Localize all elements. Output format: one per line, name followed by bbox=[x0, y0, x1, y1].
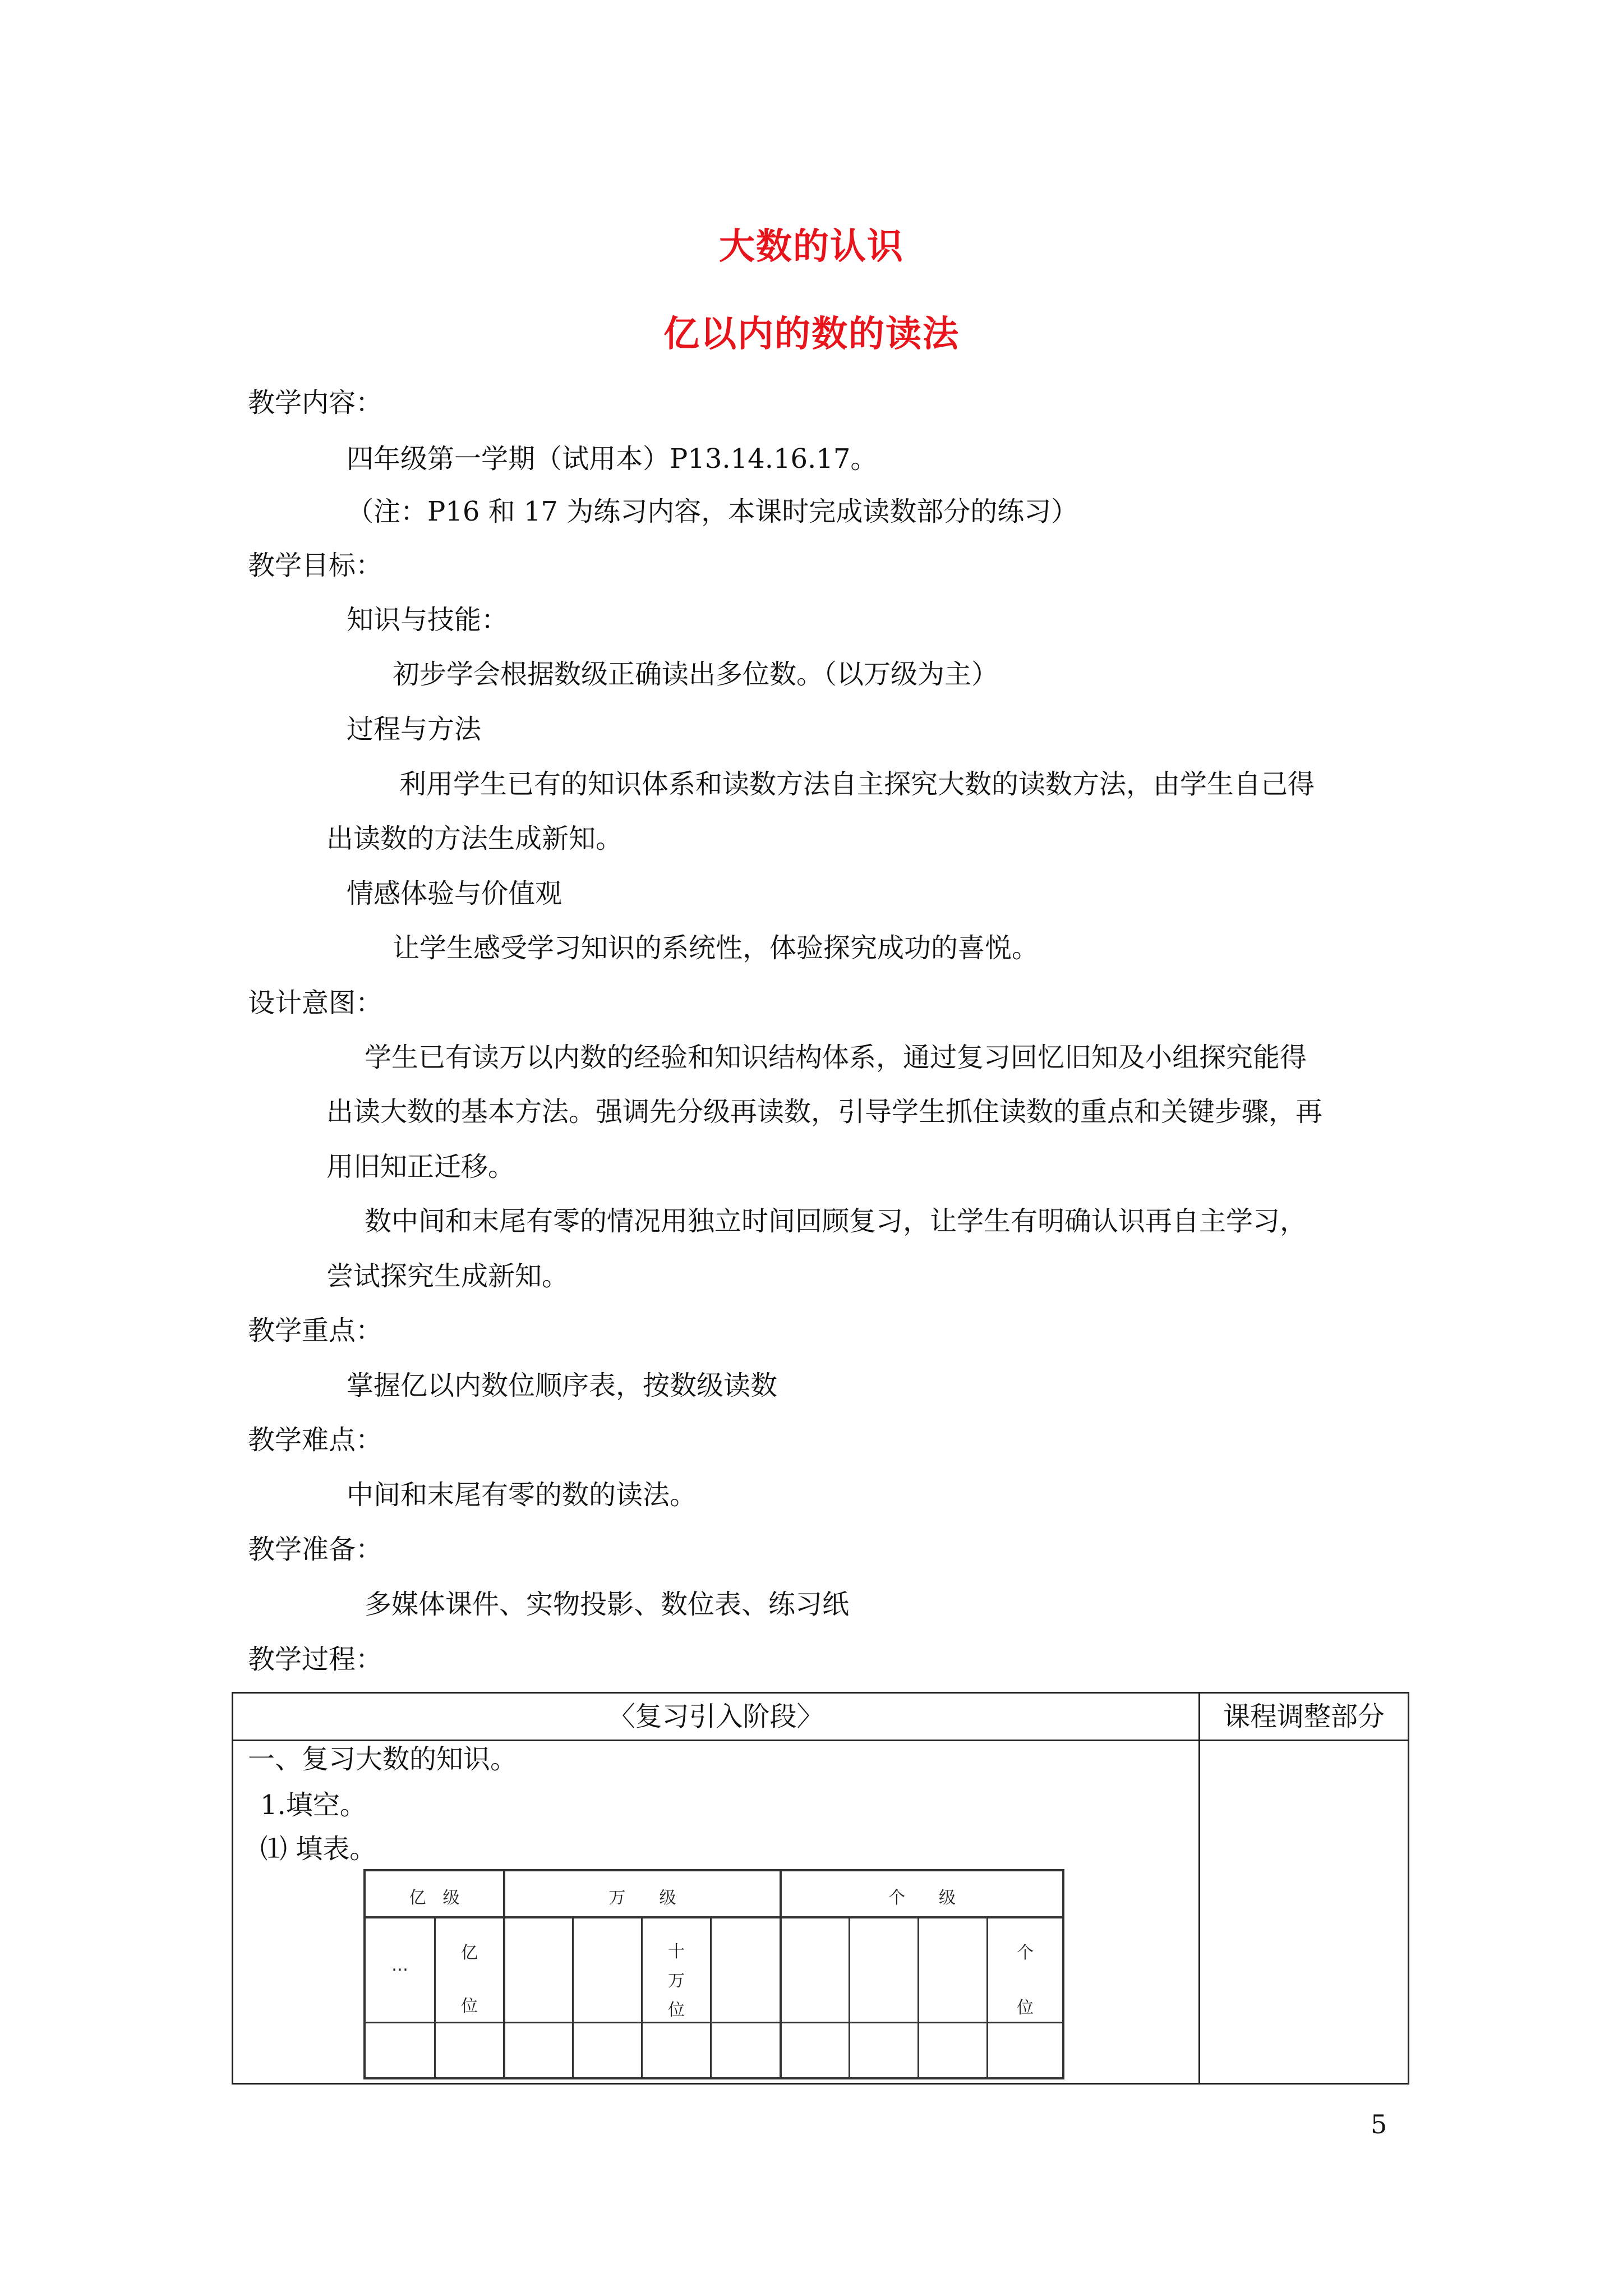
sub-title: 亿以内的数的读法 bbox=[663, 314, 960, 355]
review-heading: 一、复习大数的知识。 bbox=[248, 1743, 518, 1775]
pv-ellipsis: … bbox=[391, 1955, 408, 1975]
place-value-table bbox=[363, 1869, 1064, 2079]
content-note: （注：P16 和 17 为练习内容，本课时完成读数部分的练习） bbox=[347, 496, 1078, 527]
process-text-2: 出读数的方法生成新知。 bbox=[326, 823, 623, 854]
subheading-knowledge: 知识与技能： bbox=[347, 604, 509, 636]
pv-col-line bbox=[849, 1916, 850, 2079]
design-text-2: 出读大数的基本方法。强调先分级再读数，引导学生抓住读数的重点和关键步骤，再 bbox=[326, 1096, 1323, 1128]
heading-content: 教学内容： bbox=[248, 387, 383, 418]
preparation-text: 多媒体课件、实物投影、数位表、练习纸 bbox=[365, 1589, 850, 1620]
difficulty-text: 中间和末尾有零的数的读法。 bbox=[347, 1479, 697, 1511]
table-column-divider bbox=[1198, 1694, 1200, 2083]
design-text-1: 学生已有读万以内数的经验和知识结构体系，通过复习回忆旧知及小组探究能得 bbox=[365, 1042, 1307, 1073]
pv-wei-char: 位 bbox=[1017, 1998, 1034, 2018]
subheading-emotion: 情感体验与价值观 bbox=[347, 878, 562, 909]
pv-yi-char: 亿 bbox=[461, 1943, 478, 1963]
pv-shi-char: 十 bbox=[668, 1942, 685, 1962]
pv-group-line bbox=[366, 1916, 1062, 1918]
pv-wei-char: 位 bbox=[668, 2000, 685, 2020]
table-header-adjust: 课程调整部分 bbox=[1223, 1701, 1385, 1732]
heading-design: 设计意图： bbox=[248, 987, 383, 1019]
subheading-process: 过程与方法 bbox=[347, 714, 482, 745]
pv-group-ge: 个 级 bbox=[888, 1888, 956, 1908]
page-number: 5 bbox=[1371, 2109, 1387, 2139]
fill-table-label: ⑴ 填表。 bbox=[260, 1833, 377, 1865]
design-text-4: 数中间和末尾有零的情况用独立时间回顾复习，让学生有明确认识再自主学习， bbox=[365, 1205, 1307, 1237]
pv-ge-char: 个 bbox=[1017, 1943, 1034, 1963]
heading-difficulty: 教学难点： bbox=[248, 1424, 383, 1456]
table-header-stage: 〈复习引入阶段〉 bbox=[608, 1701, 824, 1732]
table-header-divider bbox=[233, 1740, 1408, 1741]
pv-wei-char: 位 bbox=[461, 1996, 478, 2016]
heading-objectives: 教学目标： bbox=[248, 550, 383, 581]
pv-wan-char: 万 bbox=[668, 1971, 685, 1991]
pv-col-line bbox=[572, 1916, 574, 2079]
main-title: 大数的认识 bbox=[719, 226, 904, 268]
fill-blank-label: 1.填空。 bbox=[260, 1789, 367, 1821]
design-text-5: 尝试探究生成新知。 bbox=[326, 1260, 569, 1292]
pv-col-line bbox=[710, 1916, 712, 2079]
content-text: 四年级第一学期（试用本）P13.14.16.17。 bbox=[347, 443, 878, 475]
pv-group-wan: 万 级 bbox=[608, 1888, 676, 1908]
heading-preparation: 教学准备： bbox=[248, 1534, 383, 1565]
pv-col-line bbox=[917, 1916, 919, 2079]
process-text-1: 利用学生已有的知识体系和读数方法自主探究大数的读数方法，由学生自己得 bbox=[399, 769, 1315, 800]
design-text-3: 用旧知正迁移。 bbox=[326, 1151, 515, 1182]
pv-row-line bbox=[366, 2022, 1062, 2023]
heading-procedure: 教学过程： bbox=[248, 1644, 383, 1675]
emotion-text: 让学生感受学习知识的系统性，体验探究成功的喜悦。 bbox=[393, 932, 1039, 964]
pv-group-yi: 亿 级 bbox=[409, 1888, 460, 1908]
keypoint-text: 掌握亿以内数位顺序表，按数级读数 bbox=[347, 1370, 778, 1401]
knowledge-text: 初步学会根据数级正确读出多位数。（以万级为主） bbox=[393, 659, 999, 690]
heading-keypoint: 教学重点： bbox=[248, 1315, 383, 1346]
